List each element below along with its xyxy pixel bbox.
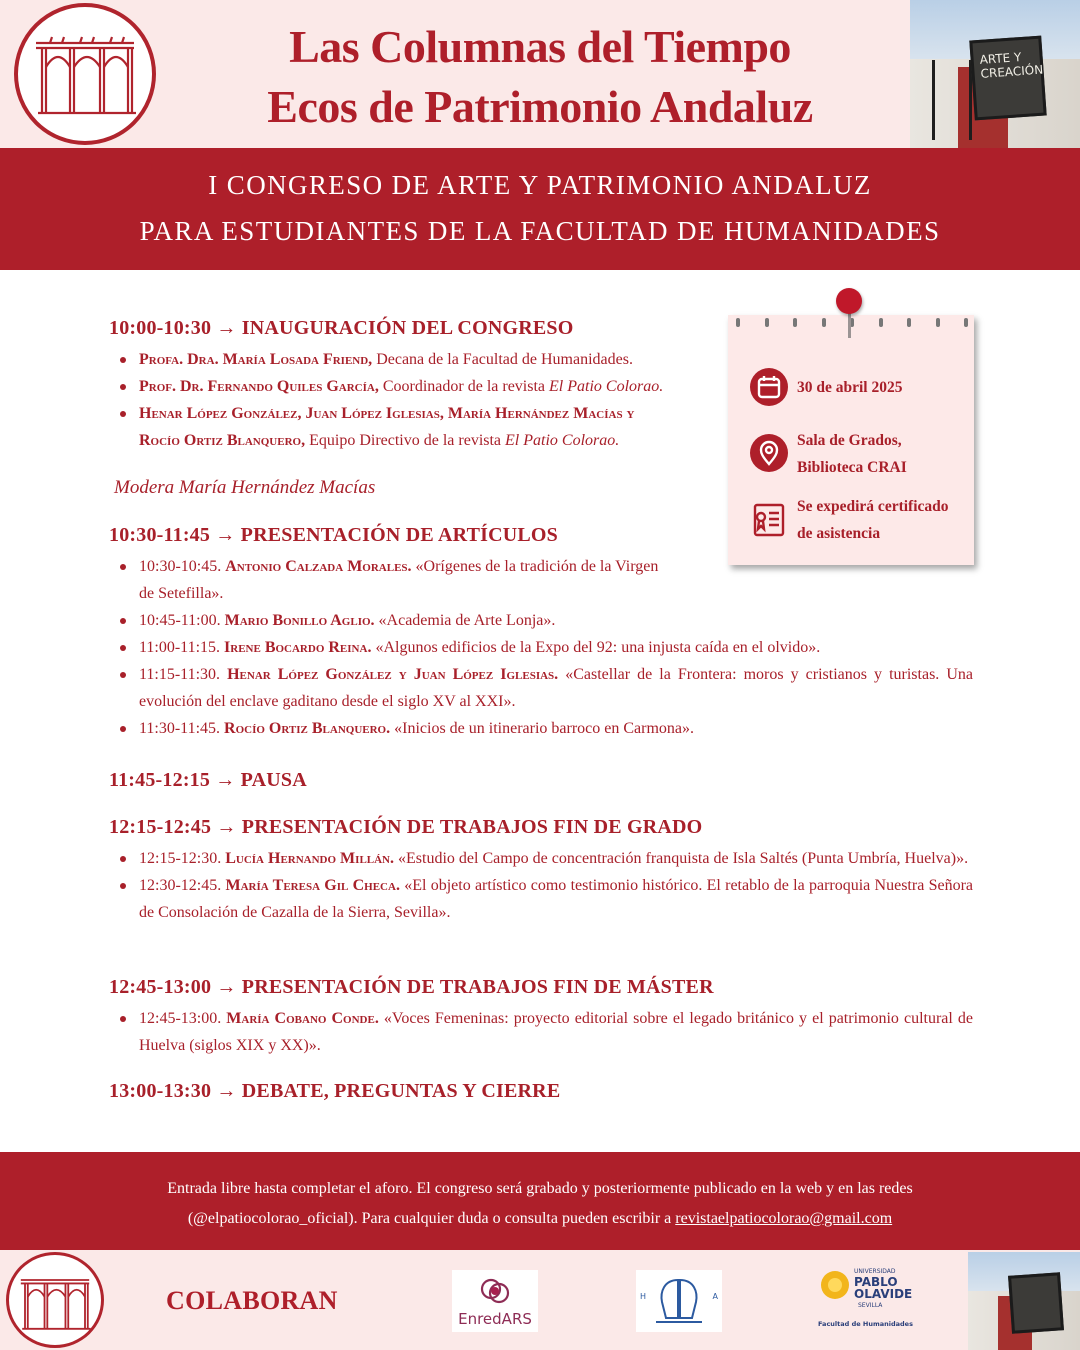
footer-line-2 — [0, 1204, 1080, 1234]
photo-sign — [969, 36, 1046, 121]
speaker-name: Prof. Dr. Fernando Quiles García, — [139, 378, 379, 395]
item-author: Lucía Hernando Millán. — [225, 850, 395, 867]
footer-notice — [0, 1152, 1080, 1250]
item-author: María Cobano Conde. — [226, 1010, 379, 1027]
tfg-list — [109, 845, 973, 926]
tfm-list — [109, 1005, 973, 1059]
item-time: 11:00-11:15. — [139, 639, 225, 656]
calendar-icon — [750, 368, 788, 406]
photo-sign — [1008, 1272, 1064, 1333]
speaker-name: Profa. Dra. María Losada Friend, — [139, 351, 373, 368]
hda-heads-icon — [652, 1274, 706, 1326]
item-work: «Inicios de un itinerario barroco en Carmona». — [390, 720, 695, 737]
item-author: María Teresa Gil Checa. — [225, 877, 400, 894]
certificate-icon — [750, 501, 788, 539]
certificate-line-2: de asistencia — [797, 525, 881, 542]
item-work: «El objeto artístico como testimonio histórico. El retablo de la parroquia Nuestra Señora de Consolación de Cazalla de la Sierra, Sevilla». — [139, 877, 973, 921]
header-photo — [910, 0, 1080, 148]
list-item — [109, 845, 973, 872]
enredars-knot-icon — [478, 1274, 512, 1308]
item-work: «Estudio del Campo de concentración franquista de Isla Saltés (Punta Umbría, Huelva)». — [394, 850, 969, 867]
upo-sun-icon — [820, 1270, 850, 1300]
upo-name-2: OLAVIDE — [854, 1287, 913, 1301]
arches-icon — [32, 33, 138, 119]
list-item — [109, 400, 729, 454]
item-author: Henar López González y Juan López Iglesias. — [227, 666, 559, 683]
speaker-role: Coordinador de la revista — [378, 378, 550, 395]
pin-stem — [848, 312, 851, 338]
list-item — [109, 661, 973, 715]
upo-name — [854, 1276, 912, 1300]
item-time: 12:15-12:30. — [139, 850, 226, 867]
journal-name: El Patio Colorao. — [549, 378, 664, 395]
list-item — [109, 346, 729, 373]
speaker-role: Decana de la Facultad de Humanidades. — [372, 351, 633, 368]
location-pin-icon — [750, 434, 788, 472]
item-work: «Academia de Arte Lonja». — [374, 612, 556, 629]
list-item — [109, 373, 729, 400]
speaker-name: Rocío Ortiz Blanquero, — [139, 432, 306, 449]
certificate-line-1: Se expedirá certificado — [797, 498, 949, 515]
arches-icon — [18, 1273, 92, 1333]
speaker-names: Henar López González, Juan López Iglesias, María Hernández Macías y — [139, 405, 635, 422]
item-work: «Voces Femeninas: proyecto editorial sobre el legado británico y el patrimonio cultural de Huelva (siglos XIX y XX)». — [139, 1010, 974, 1054]
partner-logo-hda — [636, 1270, 722, 1332]
footer-line-2-text: (@elpatiocolorao_oficial). Para cualquier duda o consulta pueden escribir a — [187, 1210, 676, 1227]
congress-logo — [14, 3, 156, 145]
partner-logo-upo — [818, 1266, 914, 1334]
item-work-cont: de Setefilla». — [139, 585, 224, 602]
contact-email-link[interactable]: revistaelpatiocolorao@gmail.com — [675, 1210, 893, 1227]
list-item — [109, 872, 973, 926]
event-place-line-1: Sala de Grados, — [797, 432, 902, 449]
item-author: Mario Bonillo Aglio. — [224, 612, 375, 629]
event-place — [797, 427, 907, 481]
list-item — [109, 634, 973, 661]
photo-sign-text: ARTE Y CREACIÓN — [979, 50, 1044, 81]
item-time: 10:45-11:00. — [139, 612, 225, 629]
section-tfg-title: 12:15-12:45 → PRESENTACIÓN DE TRABAJOS FIN DE GRADO — [109, 816, 703, 838]
item-work: «Algunos edificios de la Expo del 92: una injusta caída en el olvido». — [371, 639, 821, 656]
moderator-name: María Hernández Macías — [178, 477, 376, 498]
title-line-2: Ecos de Patrimonio Andaluz — [267, 81, 813, 132]
band-line-1: I CONGRESO DE ARTE Y PATRIMONIO ANDALUZ — [208, 170, 872, 200]
congress-logo-small — [6, 1252, 104, 1348]
speaker-role: Equipo Directivo de la revista — [305, 432, 506, 449]
collaborators-label: COLABORAN — [166, 1286, 338, 1315]
list-item — [109, 715, 973, 742]
item-author: Irene Bocardo Reina. — [224, 639, 372, 656]
item-work: «Orígenes de la tradición de la Virgen — [411, 558, 659, 575]
photo-balcony — [932, 60, 972, 140]
footer-photo — [968, 1252, 1080, 1350]
item-time: 11:15-11:30. — [139, 666, 228, 683]
push-pin-icon — [836, 288, 862, 314]
item-author: Rocío Ortiz Blanquero. — [224, 720, 391, 737]
certificate-notice — [797, 493, 949, 547]
section-inauguracion-title: 10:00-10:30 → INAUGURACIÓN DEL CONGRESO — [109, 317, 574, 339]
hda-letter-a: A — [712, 1292, 718, 1301]
section-tfm-title: 12:45-13:00 → PRESENTACIÓN DE TRABAJOS FIN DE MÁSTER — [109, 976, 714, 998]
item-time: 12:30-12:45. — [139, 877, 226, 894]
upo-university: UNIVERSIDAD — [854, 1268, 896, 1275]
enredars-wordmark: EnredARS — [458, 1310, 532, 1328]
event-date: 30 de abril 2025 — [797, 379, 903, 396]
item-time: 12:45-13:00. — [139, 1010, 227, 1027]
upo-city: SEVILLA — [858, 1302, 883, 1309]
footer-line-1: Entrada libre hasta completar el aforo. El congreso será grabado y posteriormente publicado en la web y en las redes — [167, 1180, 913, 1197]
partner-logo-enredars — [452, 1270, 538, 1332]
event-place-line-2: Biblioteca CRAI — [797, 459, 907, 476]
title-line-1: Las Columnas del Tiempo — [289, 21, 791, 72]
congress-band — [0, 148, 1080, 270]
moderator — [114, 477, 375, 499]
band-line-2: PARA ESTUDIANTES DE LA FACULTAD DE HUMANIDADES — [139, 216, 941, 246]
upo-faculty: Facultad de Humanidades — [818, 1320, 913, 1328]
list-item — [109, 1005, 973, 1059]
partners-bar — [0, 1250, 1080, 1350]
item-work: «Castellar de la Frontera: moros y cristianos y turistas. Una evolución del enclave gaditano desde el siglo XV al XXI». — [139, 666, 974, 710]
upo-name-1: PABLO — [854, 1275, 898, 1289]
section-articulos-title: 10:30-11:45 → PRESENTACIÓN DE ARTÍCULOS — [109, 524, 559, 546]
note-binding-holes — [736, 318, 968, 332]
list-item — [109, 607, 973, 634]
inauguracion-list — [109, 346, 729, 454]
articulos-list — [109, 553, 973, 742]
item-time: 11:30-11:45. — [139, 720, 225, 737]
section-cierre-title: 13:00-13:30 → DEBATE, PREGUNTAS Y CIERRE — [109, 1080, 561, 1102]
item-author: Antonio Calzada Morales. — [225, 558, 412, 575]
item-time: 10:30-10:45. — [139, 558, 226, 575]
journal-name: El Patio Colorao. — [505, 432, 620, 449]
moderator-label: Modera — [114, 477, 179, 498]
hda-letter-h: H — [640, 1292, 647, 1301]
section-pausa-title: 11:45-12:15 → PAUSA — [109, 769, 307, 791]
